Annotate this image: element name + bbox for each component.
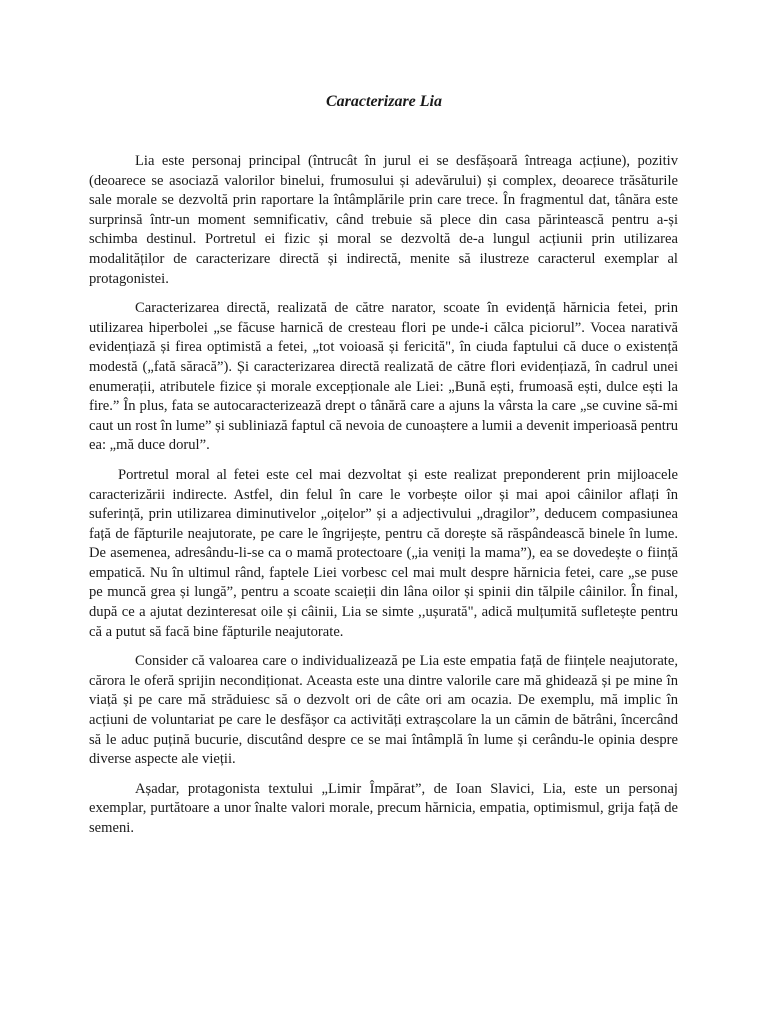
document-title: Caracterizare Lia <box>326 93 442 110</box>
document-body <box>89 152 678 849</box>
paragraph-personal-opinion: Consider că valoarea care o individualizează pe Lia este empatia față de ființele neajutorate, cărora le oferă sprijin necondiționat. Aceasta este una dintre valorile care mă ghidează și pe mine în viață și pe care mă străduiesc să o dezvolt ori de câte ori am ocazia. De exemplu, mă implic în acțiuni de voluntariat pe care le desfășor ca activități extrașcolare la un cămin de bătrâni, încercând să le aduc puțină bucurie, discutând despre ce se mai întâmplă în lume și cerându-le opinia despre diverse aspecte ale vieții. <box>89 653 678 768</box>
paragraph-conclusion: Așadar, protagonista textului „Limir Împărat”, de Ioan Slavici, Lia, este un personaj exemplar, purtătoare a unor înalte valori morale, precum hărnicia, empatia, optimismul, grija față de semeni. <box>89 780 678 836</box>
paragraph-indirect-characterization: Portretul moral al fetei este cel mai dezvoltat și este realizat preponderent prin mijloacele caracterizării indirecte. Astfel, din felul în care le vorbește oilor și mai apoi câinilor aflați în suferință, prin utilizarea diminutivelor „oițelor” și a adjectivului „dragilor”, deducem compasiunea față de făpturile neajutorate, pe care le îngrijește, pentru că dorește să răspândească binele în lume. De asemenea, adresându-li-se ca o mamă protectoare („ia veniți la mama”), ea se dovedește o ființă empatică. Nu în ultimul rând, faptele Liei vorbesc cel mai mult despre hărnicia fetei, care „se puse pe muncă grea și lungă”, pentru a scoate scaieții din lâna oilor și spinii din tălpile câinilor. În final, după ce a ajutat dezinteresat oile și câinii, Lia se simte ,,ușurată", adică mulțumită sufletește pentru că a putut să facă bine făpturile neajutorate. <box>89 466 678 640</box>
paragraph-intro: Lia este personaj principal (întrucât în jurul ei se desfășoară întreaga acțiune), pozitiv (deoarece se asociază valorilor binelui, frumosului și adevărului) și complex, deoarece trăsăturile sale morale se dezvoltă prin raportare la întâmplările prin care trece. În fragmentul dat, tânăra este surprinsă într-un moment semnificativ, când trebuie să plece din casa părintească pentru a-și schimba destinul. Portretul ei fizic și moral se dezvoltă de-a lungul acțiunii prin utilizarea modalităților de caracterizare directă și indirectă, menite să ilustreze caracterul exemplar al protagonistei. <box>89 153 678 287</box>
paragraph-direct-characterization: Caracterizarea directă, realizată de către narator, scoate în evidență hărnicia fetei, prin utilizarea hiperbolei „se făcuse harnică de cresteau flori pe unde-i călca piciorul”. Vocea narativă evidențiază și firea optimistă a fetei, „tot voioasă și fericită", în ciuda faptului că duce o existență modestă („fată săracă”). Și caracterizarea directă realizată de către flori evidențiază, în cadrul unei enumerații, atributele fizice și morale excepționale ale Liei: „Bună ești, frumoasă ești, dulce ești la fire.” În plus, fata se autocaracterizează drept o tânără care a ajuns la vârsta la care „se cuvine să-mi caut un rost în lume” și subliniază faptul că nevoia de cunoaștere a lumii a devenit imperioasă pentru ea: „mă duce dorul”. <box>89 300 678 454</box>
